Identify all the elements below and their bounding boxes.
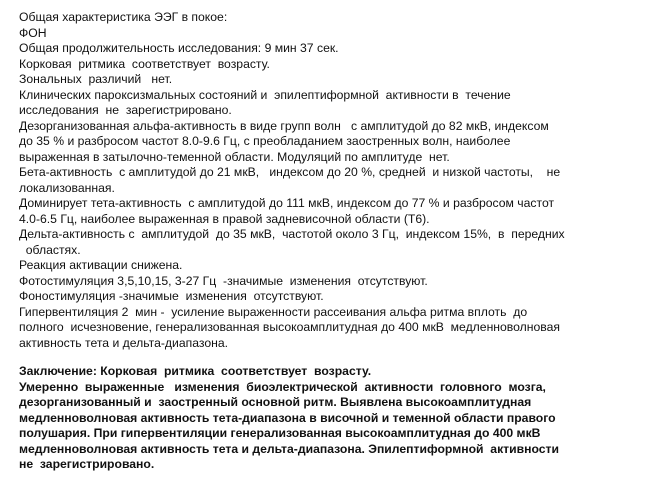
report-line: выраженная в затылочно-теменной области. Модуляций по амплитуде нет.	[19, 149, 450, 164]
conclusion-line: медленноволновая активность тета-диапазона в височной и теменной области правого	[19, 410, 556, 425]
conclusion-line: дезорганизованный и заостренный основной ритм. Выявлена высокоамплитудная	[19, 395, 532, 409]
report-line: Клинических пароксизмальных состояний и эпилептиформной активности в течение	[19, 87, 511, 102]
report-line: Корковая ритмика соответствует возрасту.	[19, 56, 270, 71]
report-line: Реакция активации снижена.	[19, 258, 183, 272]
conclusion-line: не зарегистрировано.	[19, 457, 155, 471]
report-line: до 35 % и разбросом частот 8.0-9.6 Гц, с преобладанием заостренных волн, наиболее	[19, 134, 511, 148]
eeg-findings-section	[19, 10, 649, 351]
report-line: Зональных различий нет.	[19, 72, 173, 86]
conclusion-line: Умеренно выраженные изменения биоэлектрической активности головного мозга,	[19, 379, 546, 394]
report-line: Общая характеристика ЭЭГ в покое:	[19, 10, 228, 24]
report-line: Доминирует тета-активность с амплитудой до 111 мкВ, индексом до 77 % и разбросом частот	[19, 196, 555, 210]
section-spacer	[19, 351, 649, 364]
report-line: исследования не зарегистрировано.	[19, 103, 232, 117]
report-line: полного исчезновение, генерализованная высокоамплитудная до 400 мкВ медленноволновая	[19, 320, 560, 334]
report-line: Фотостимуляция 3,5,10,15, 3-27 Гц -значимые изменения отсутствуют.	[19, 273, 428, 288]
report-line: активность тета и дельта-диапазона.	[19, 335, 228, 350]
report-line: Дезорганизованная альфа-активность в виде групп волн с амплитудой до 82 мкВ, индексом	[19, 118, 549, 133]
report-line: Общая продолжительность исследования: 9 мин 37 сек.	[19, 41, 339, 55]
conclusion-line: полушария. При гипервентиляции генерализованная высокоамплитудная до 400 мкВ	[19, 426, 541, 440]
conclusion-section	[19, 364, 649, 473]
eeg-report-document	[19, 10, 649, 473]
conclusion-line: Заключение: Корковая ритмика соответствует возрасту.	[19, 364, 372, 378]
report-line: Бета-активность с амплитудой до 21 мкВ, индексом до 20 %, средней и низкой частоты, не	[19, 165, 561, 179]
conclusion-line: медленноволновая активность тета и дельта-диапазона. Эпилептиформной активности	[19, 441, 560, 456]
report-line: ФОН	[19, 25, 47, 40]
report-line: Фоностимуляция -значимые изменения отсутствуют.	[19, 289, 324, 303]
report-line: Дельта-активность с амплитудой до 35 мкВ, частотой около 3 Гц, индексом 15%, в передних	[19, 227, 565, 241]
report-line: локализованная.	[19, 180, 115, 195]
report-line: областях.	[19, 242, 81, 257]
report-line: Гипервентиляция 2 мин - усиление выраженности рассеивания альфа ритма вплоть до	[19, 304, 528, 319]
report-line: 4.0-6.5 Гц, наиболее выраженная в правой задневисочной области (T6).	[19, 211, 430, 226]
